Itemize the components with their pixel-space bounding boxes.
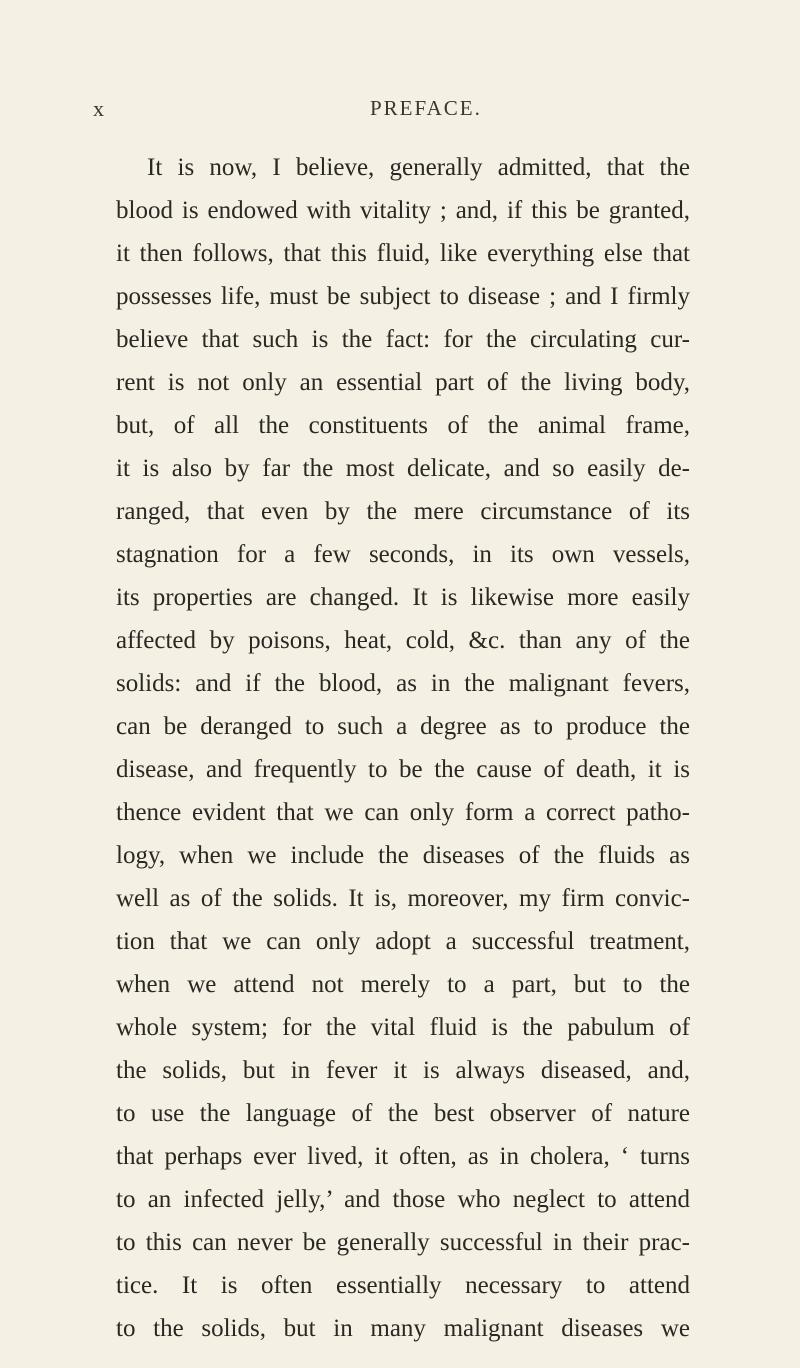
page-number: x: [93, 96, 105, 121]
text-line: the solids, but in fever it is always diseased, and,: [116, 1057, 690, 1084]
text-line: possesses life, must be subject to disease ; and I firmly: [116, 283, 690, 310]
text-line: its properties are changed. It is likewise more easily: [116, 584, 690, 611]
text-line: to use the language of the best observer of nature: [116, 1100, 690, 1127]
text-line: affected by poisons, heat, cold, &c. than any of the: [116, 627, 690, 654]
running-head: [0, 96, 800, 126]
text-line: believe that such is the fact: for the circulating cur-: [116, 326, 690, 353]
text-line: thence evident that we can only form a correct patho-: [116, 799, 690, 826]
text-line: ranged, that even by the mere circumstance of its: [116, 498, 690, 525]
text-line: to this can never be generally successful in their prac-: [116, 1229, 690, 1256]
text-line: to the solids, but in many malignant diseases we: [116, 1315, 690, 1342]
text-line: it is also by far the most delicate, and so easily de-: [116, 455, 690, 482]
text-line: blood is endowed with vitality ; and, if this be granted,: [116, 197, 690, 224]
text-line: whole system; for the vital fluid is the pabulum of: [116, 1014, 690, 1041]
text-line: stagnation for a few seconds, in its own vessels,: [116, 541, 690, 568]
text-line: rent is not only an essential part of the living body,: [116, 369, 690, 396]
text-line: it then follows, that this fluid, like everything else that: [116, 240, 690, 267]
text-line: disease, and frequently to be the cause of death, it is: [116, 756, 690, 783]
text-line: that perhaps ever lived, it often, as in cholera, ‘ turns: [116, 1143, 690, 1170]
text-line: but, of all the constituents of the animal frame,: [116, 412, 690, 439]
running-head-title: PREFACE.: [370, 96, 482, 120]
text-line: well as of the solids. It is, moreover, my firm convic-: [116, 885, 690, 912]
text-line: tion that we can only adopt a successful treatment,: [116, 928, 690, 955]
text-line: It is now, I believe, generally admitted, that the: [147, 154, 690, 181]
text-line: to an infected jelly,’ and those who neglect to attend: [116, 1186, 690, 1213]
text-line: solids: and if the blood, as in the malignant fevers,: [116, 670, 690, 697]
text-line: tice. It is often essentially necessary to attend: [116, 1272, 690, 1299]
text-line: when we attend not merely to a part, but to the: [116, 971, 690, 998]
text-line: logy, when we include the diseases of the fluids as: [116, 842, 690, 869]
text-line: can be deranged to such a degree as to produce the: [116, 713, 690, 740]
